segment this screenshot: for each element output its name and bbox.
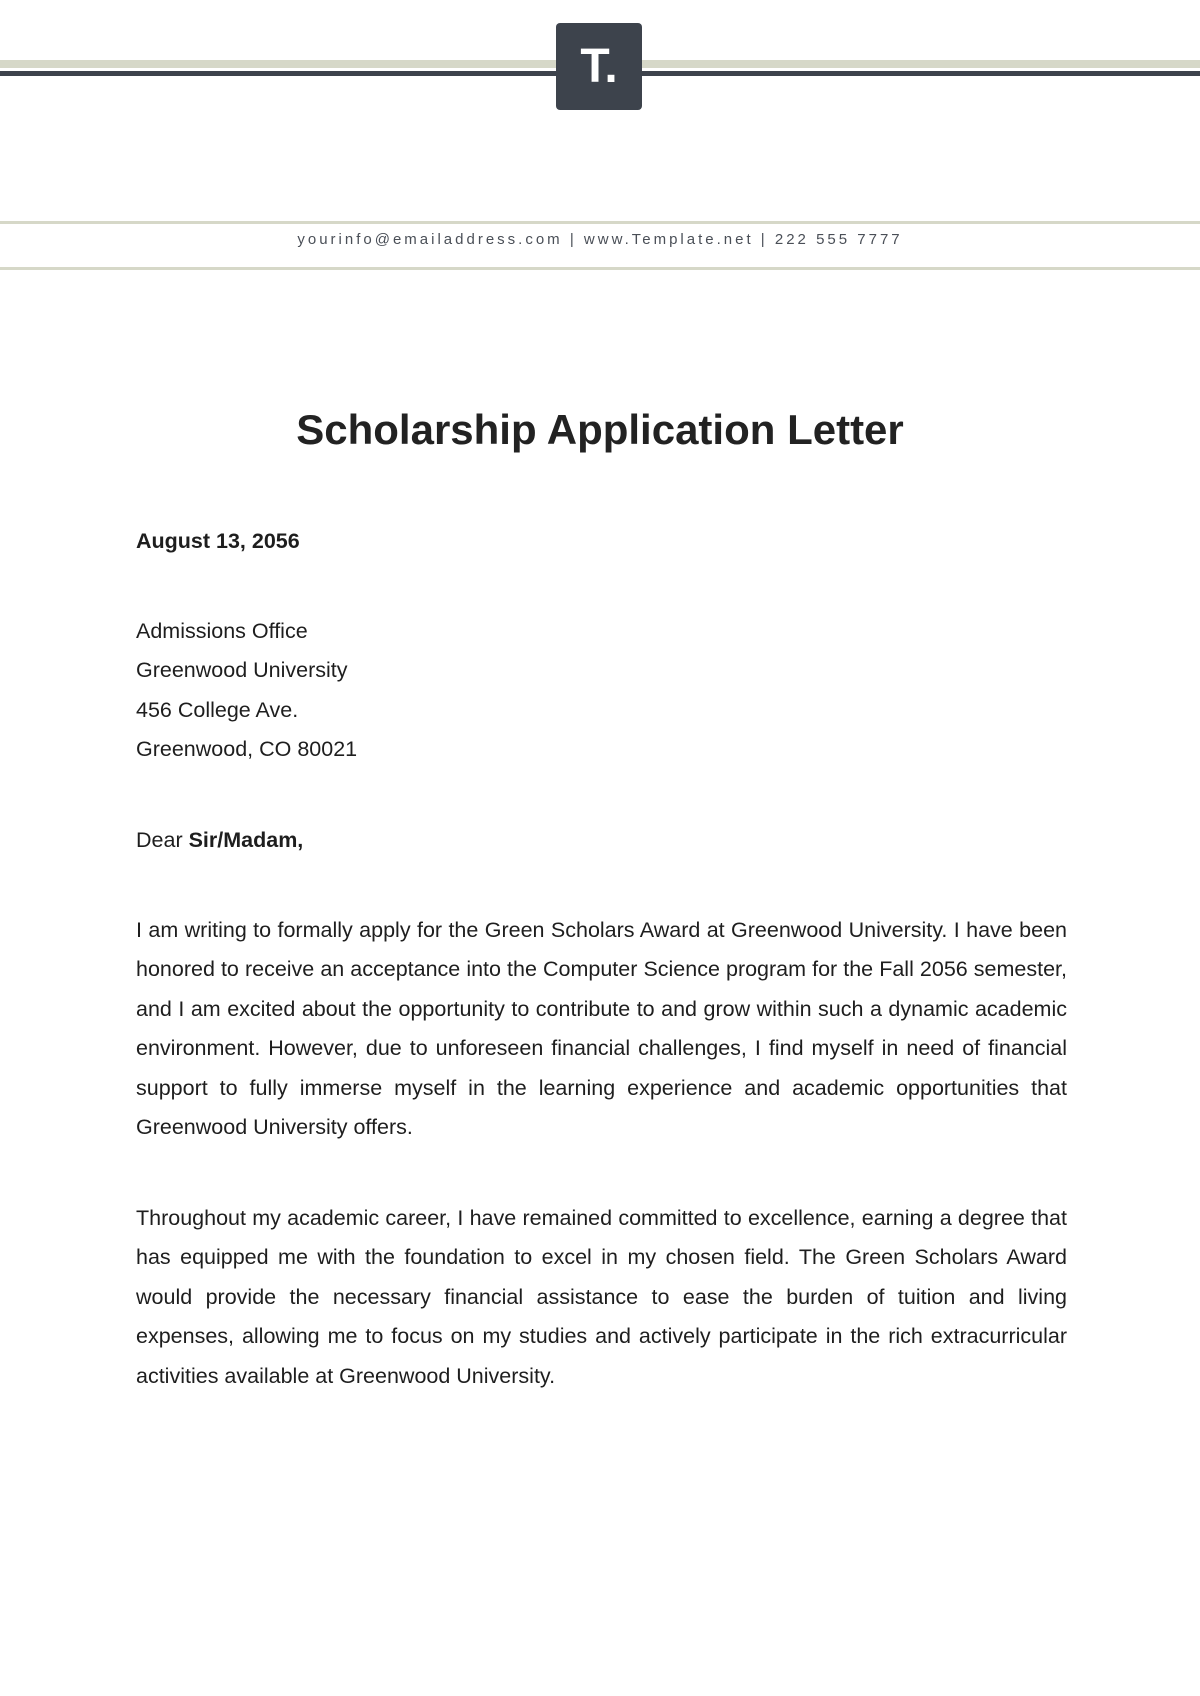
logo-letter: T. bbox=[580, 40, 618, 93]
recipient-address bbox=[136, 612, 1067, 770]
phone: 222 555 7777 bbox=[774, 231, 903, 248]
recipient-line: Greenwood, CO 80021 bbox=[136, 737, 358, 762]
recipient-line: Admissions Office bbox=[136, 619, 308, 643]
contact-rule-bottom bbox=[0, 267, 1200, 270]
email: yourinfo@emailaddress.com bbox=[297, 231, 563, 248]
recipient-line: 456 College Ave. bbox=[136, 697, 299, 722]
letter-date: August 13, 2056 bbox=[136, 529, 300, 553]
salutation bbox=[136, 821, 1067, 860]
body-paragraph: Throughout my academic career, I have remained committed to excellence, earning a degree that has equipped me with the foundation to excel in my chosen field. The Green Scholars Award would provide the necessary financial assistance to ease the burden of tuition and living expenses, allowing me to focus on my studies and actively participate in the rich extracurricular activities available at Greenwood University. bbox=[136, 1206, 1067, 1388]
salutation-name: Sir/Madam, bbox=[188, 828, 304, 852]
contact-rule-top bbox=[0, 221, 1200, 224]
logo bbox=[556, 23, 642, 110]
letter-title: Scholarship Application Letter bbox=[296, 406, 904, 453]
website: www.Template.net bbox=[583, 231, 754, 248]
body-paragraph: I am writing to formally apply for the Green Scholars Award at Greenwood University. I have been honored to receive an acceptance into the Computer Science program for the Fall 2056 semester, and I am excited about the opportunity to contribute to and grow within such a dynamic academic environment. However, due to unforeseen financial challenges, I find myself in need of financial support to fully immerse myself in the learning experience and academic opportunities that Greenwood University offers. bbox=[136, 918, 1067, 1140]
separator: | bbox=[753, 231, 775, 248]
contact-info bbox=[0, 231, 1200, 248]
salutation-prefix: Dear bbox=[136, 828, 189, 852]
separator: | bbox=[562, 231, 584, 248]
recipient-line: Greenwood University bbox=[136, 658, 348, 683]
